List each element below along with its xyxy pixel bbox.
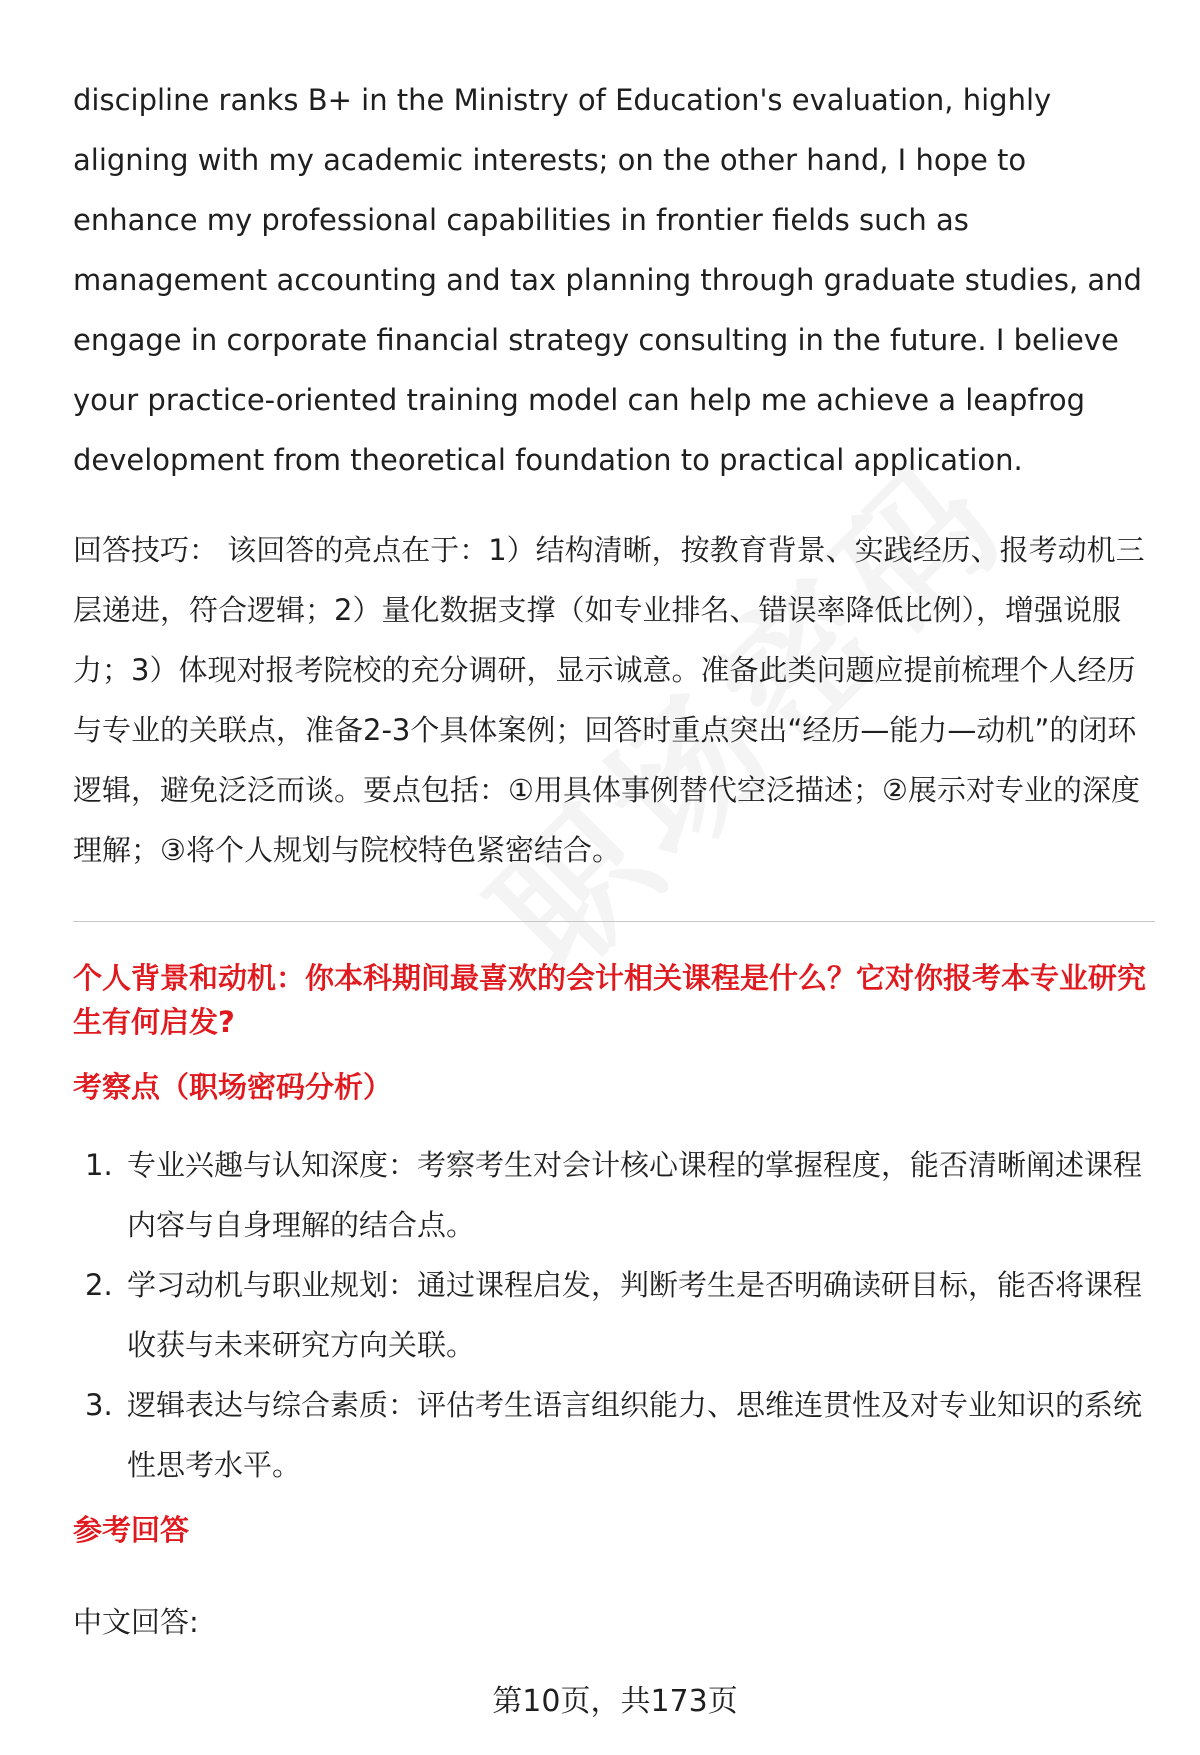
list-item-text: 逻辑表达与综合素质：评估考生语言组织能力、思维连贯性及对专业知识的系统性思考水平。 [127,1388,1143,1482]
list-item-text: 学习动机与职业规划：通过课程启发，判断考生是否明确读研目标，能否将课程收获与未来研究方向关联。 [127,1268,1143,1362]
list-item [73,1255,1153,1375]
question-heading: 个人背景和动机：你本科期间最喜欢的会计相关课程是什么？它对你报考本专业研究生有何启发? [73,961,1147,1039]
list-item-number: 1. [85,1148,113,1182]
list-item-number: 3. [85,1388,113,1422]
chinese-answer-label: 中文回答: [73,1605,199,1639]
reference-answer-heading: 参考回答 [73,1513,190,1547]
list-item-text: 专业兴趣与认知深度：考察考生对会计核心课程的掌握程度，能否清晰阐述课程内容与自身理解的结合点。 [127,1148,1143,1242]
english-answer-paragraph: discipline ranks B+ in the Ministry of Education's evaluation, highly aligning with my academic interests; on the other hand, I hope to enhance my professional capabilities in frontier fields such as management accounting and tax planning through graduate studies, and engage in corporate financial strategy consulting in the future. I believe your practice-oriented training model can help me achieve a leapfrog development from theoretical foundation to practical application. [73,83,1142,477]
list-item-number: 2. [85,1268,113,1302]
exam-points-heading: 考察点（职场密码分析） [73,1070,393,1104]
list-item [73,1135,1153,1255]
list-item [73,1375,1153,1495]
answer-tips-paragraph: 回答技巧： 该回答的亮点在于：1）结构清晰，按教育背景、实践经历、报考动机三层递进，符合逻辑；2）量化数据支撑（如专业排名、错误率降低比例），增强说服力；3）体现对报考院校的充分调研，显示诚意。准备此类问题应提前梳理个人经历与专业的关联点，准备2-3个具体案例；回答时重点突出“经历—能力—动机”的闭环逻辑，避免泛泛而谈。要点包括：①用具体事例替代空泛描述；②展示对专业的深度理解；③将个人规划与院校特色紧密结合。 [73,533,1145,867]
exam-points-list [73,1135,1153,1495]
section-divider [73,921,1155,922]
page-footer: 第10页，共173页 [492,1684,738,1719]
